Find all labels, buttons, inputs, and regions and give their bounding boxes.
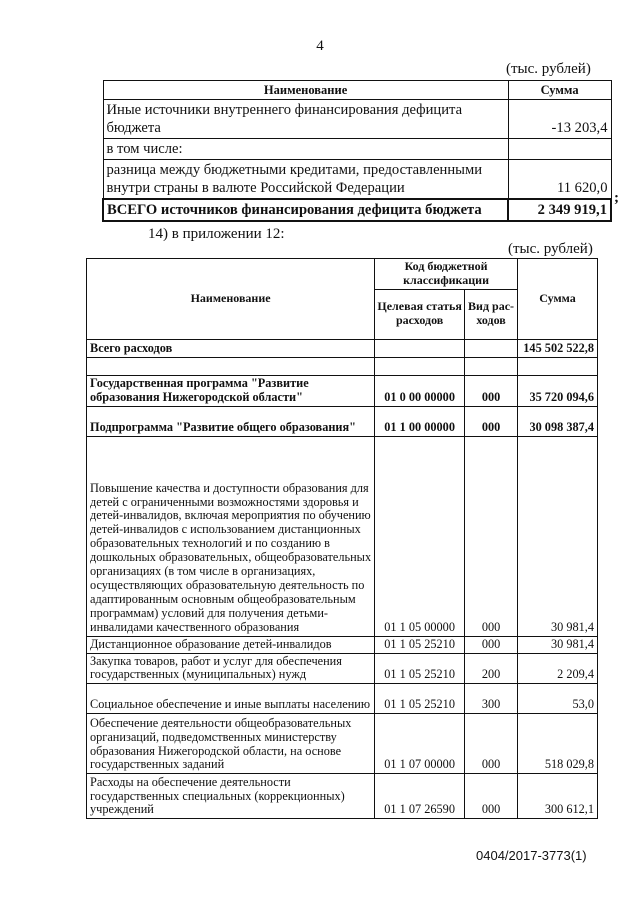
row-amount: 145 502 522,8 bbox=[517, 339, 597, 357]
row-amount: 300 612,1 bbox=[517, 774, 597, 819]
row-name: Социальное обеспечение и иные выплаты населению bbox=[87, 684, 375, 714]
header-name: Наименование bbox=[103, 81, 508, 100]
table-row bbox=[87, 636, 598, 653]
row-amount: 30 981,4 bbox=[517, 436, 597, 636]
table-row bbox=[87, 339, 598, 357]
header-amount: Сумма bbox=[517, 259, 597, 340]
row-kind: 000 bbox=[465, 636, 518, 653]
total-name: ВСЕГО источников финансирования дефицита бюджета bbox=[103, 199, 508, 221]
row-target: 01 1 00 00000 bbox=[375, 406, 465, 436]
row-target bbox=[375, 339, 465, 357]
row-amount: 11 620,0 bbox=[508, 160, 611, 200]
row-target: 01 0 00 00000 bbox=[375, 375, 465, 406]
total-row bbox=[103, 199, 611, 221]
row-name: Всего расходов bbox=[87, 339, 375, 357]
table-row bbox=[87, 653, 598, 684]
row-name: в том числе: bbox=[103, 139, 508, 160]
expenses-table bbox=[86, 258, 598, 819]
table-row bbox=[87, 357, 598, 375]
row-amount: -13 203,4 bbox=[508, 100, 611, 139]
row-target: 01 1 05 25210 bbox=[375, 684, 465, 714]
row-name: Расходы на обеспечение деятельности государственных специальных (коррекционных) учреждений bbox=[87, 774, 375, 819]
row-kind: 300 bbox=[465, 684, 518, 714]
row-amount: 30 981,4 bbox=[517, 636, 597, 653]
header-classification: Код бюджетной классификации bbox=[375, 259, 518, 290]
intro-text: 14) в приложении 12: bbox=[148, 226, 285, 242]
row-name bbox=[87, 357, 375, 375]
header-kind: Вид рас-ходов bbox=[465, 289, 518, 339]
row-amount: 2 209,4 bbox=[517, 653, 597, 684]
trailing-semicolon: ; bbox=[614, 190, 619, 206]
row-amount: 53,0 bbox=[517, 684, 597, 714]
row-name: Государственная программа "Развитие образования Нижегородской области" bbox=[87, 375, 375, 406]
row-name: Закупка товаров, работ и услуг для обеспечения государственных (муниципальных) нужд bbox=[87, 653, 375, 684]
row-name: Подпрограмма "Развитие общего образования" bbox=[87, 406, 375, 436]
row-amount: 30 098 387,4 bbox=[517, 406, 597, 436]
row-name: Повышение качества и доступности образования для детей с ограниченными возможностями здоровья и детей-инвалидов, включая мероприятия по обучению детей-инвалидов с использованием дистанционных образовательных технологий и по созданию в дошкольных образовательных, общеобразовательных организациях (в том числе в организациях, осуществляющих образовательную деятельность по адаптированным основным общеобразовательным программам) условий для получения детьми-инвалидами качественного образования bbox=[87, 436, 375, 636]
row-kind: 000 bbox=[465, 375, 518, 406]
table-row bbox=[87, 774, 598, 819]
row-name: разница между бюджетными кредитами, предоставленными внутри страны в валюте Российской Федерации bbox=[103, 160, 508, 200]
row-amount: 35 720 094,6 bbox=[517, 375, 597, 406]
table-row bbox=[87, 436, 598, 636]
row-name: Иные источники внутреннего финансирования дефицита бюджета bbox=[103, 100, 508, 139]
page-number: 4 bbox=[316, 38, 324, 54]
table-row bbox=[87, 714, 598, 774]
row-name: Дистанционное образование детей-инвалидов bbox=[87, 636, 375, 653]
row-amount: 518 029,8 bbox=[517, 714, 597, 774]
header-target: Целевая статья расходов bbox=[375, 289, 465, 339]
table-row bbox=[87, 375, 598, 406]
row-kind: 200 bbox=[465, 653, 518, 684]
header-amount: Сумма bbox=[508, 81, 611, 100]
row-kind: 000 bbox=[465, 436, 518, 636]
row-amount bbox=[508, 139, 611, 160]
row-target: 01 1 07 26590 bbox=[375, 774, 465, 819]
document-code: 0404/2017-3773(1) bbox=[476, 848, 587, 863]
row-target: 01 1 05 25210 bbox=[375, 636, 465, 653]
row-kind: 000 bbox=[465, 406, 518, 436]
total-amount: 2 349 919,1 bbox=[508, 199, 611, 221]
row-kind: 000 bbox=[465, 774, 518, 819]
table-row bbox=[103, 100, 611, 139]
table-row bbox=[103, 139, 611, 160]
table-row bbox=[87, 406, 598, 436]
table-row bbox=[103, 160, 611, 200]
row-target bbox=[375, 357, 465, 375]
units-label-1: (тыс. рублей) bbox=[506, 61, 591, 77]
row-kind bbox=[465, 357, 518, 375]
row-name: Обеспечение деятельности общеобразовательных организаций, подведомственных министерству образования Нижегородской области, на основе государственных заданий bbox=[87, 714, 375, 774]
table-row bbox=[87, 684, 598, 714]
sources-table bbox=[102, 80, 612, 222]
row-target: 01 1 07 00000 bbox=[375, 714, 465, 774]
row-target: 01 1 05 25210 bbox=[375, 653, 465, 684]
row-kind: 000 bbox=[465, 714, 518, 774]
header-name: Наименование bbox=[87, 259, 375, 340]
row-amount bbox=[517, 357, 597, 375]
units-label-2: (тыс. рублей) bbox=[508, 241, 593, 257]
row-target: 01 1 05 00000 bbox=[375, 436, 465, 636]
row-kind bbox=[465, 339, 518, 357]
